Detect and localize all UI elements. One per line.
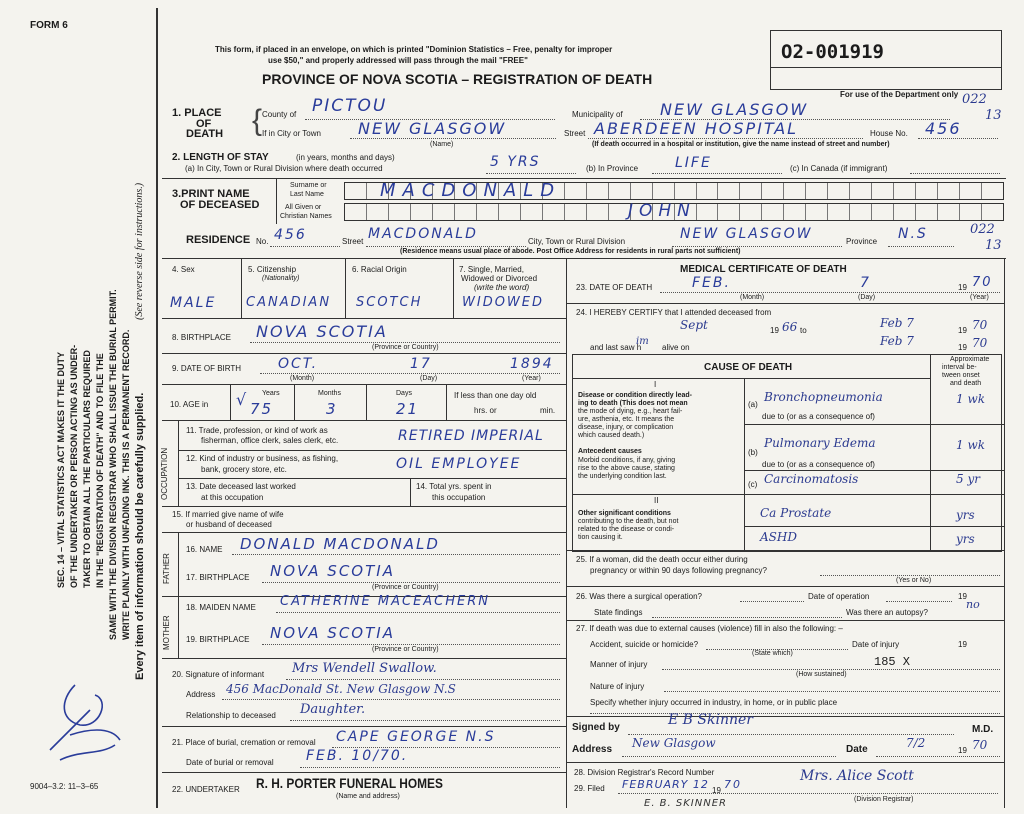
side-note-4: IN THE "REGISTRATION OF DEATH" AND TO FILE THE bbox=[95, 353, 105, 588]
age-days-value: 21 bbox=[396, 400, 420, 418]
residence-label: RESIDENCE bbox=[186, 234, 251, 246]
marital-label-2: Widowed or Divorced bbox=[461, 274, 538, 283]
citizenship-label: 5. Citizenship bbox=[248, 265, 297, 274]
city-value: NEW GLASGOW bbox=[358, 119, 507, 138]
attended-from: Sept bbox=[680, 318, 708, 332]
side-note-8: Every item of information should be carefully supplied. bbox=[134, 392, 146, 680]
print-code: 9004–3.2: 11–3–65 bbox=[30, 782, 99, 791]
alive-year-prefix: 19 bbox=[958, 343, 967, 352]
q25-label-2: pregnancy or within 90 days following pregnancy? bbox=[590, 566, 767, 575]
mother-bp-value: NOVA SCOTIA bbox=[270, 624, 395, 642]
undertaker-name: R. H. PORTER FUNERAL HOMES bbox=[256, 775, 443, 791]
age-label: 10. AGE in bbox=[170, 400, 209, 409]
name-label-2: OF DECEASED bbox=[180, 199, 260, 211]
envelope-note-1: This form, if placed in an envelope, on which is printed "Dominion Statistics – Free, penalty for improper bbox=[215, 45, 613, 54]
interval-header-2: interval be- bbox=[942, 364, 977, 371]
sex-value: MALE bbox=[170, 295, 217, 311]
county-value: PICTOU bbox=[312, 96, 388, 116]
death-year-caption: (Year) bbox=[970, 294, 989, 301]
dept-code-1a: 022 bbox=[962, 92, 987, 107]
informant-addr-value: 456 MacDonald St. New Glasgow N.S bbox=[226, 682, 456, 696]
direct-2: ing to death (This does not mean bbox=[578, 400, 688, 407]
surname-value: MACDONALD bbox=[380, 180, 562, 201]
antecedent-2: Morbid conditions, if any, giving bbox=[578, 457, 676, 464]
envelope-note-2: use $50," and properly addressed will pass through the mail "FREE" bbox=[268, 56, 528, 65]
marital-label-1: 7. Single, Married, bbox=[459, 265, 524, 274]
citizenship-value: CANADIAN bbox=[246, 295, 332, 310]
birthplace-caption: (Province or Country) bbox=[372, 344, 439, 351]
death-year-prefix: 19 bbox=[958, 283, 967, 292]
side-note-3: TAKER TO OBTAIN ALL THE PARTICULARS REQUIRED bbox=[82, 350, 92, 588]
date-of-death-label: 23. DATE OF DEATH bbox=[576, 283, 653, 292]
surname-label-1: Surname or bbox=[290, 182, 327, 189]
signature-mark-icon bbox=[40, 680, 130, 770]
injury-date-label: Date of injury bbox=[852, 640, 900, 649]
injury-year-prefix: 19 bbox=[958, 640, 967, 649]
occupation-side-label: OCCUPATION bbox=[160, 447, 169, 500]
citizenship-caption: (Nationality) bbox=[262, 275, 300, 282]
dob-label: 9. DATE OF BIRTH bbox=[172, 364, 242, 373]
racial-label: 6. Racial Origin bbox=[352, 265, 407, 274]
municipality-value: NEW GLASGOW bbox=[660, 100, 809, 119]
death-month-caption: (Month) bbox=[740, 294, 765, 301]
stay-a-value: 5 YRS bbox=[490, 154, 541, 170]
other-1: Other significant conditions bbox=[578, 510, 671, 517]
cause-c-value: Carcinomatosis bbox=[764, 472, 859, 486]
name-label-1: 3.PRINT NAME bbox=[172, 188, 250, 200]
physician-year: 70 bbox=[972, 738, 988, 752]
attended-to-year: 70 bbox=[972, 318, 988, 332]
filed-label: 29. Filed bbox=[574, 784, 605, 793]
interval-a: 1 wk bbox=[956, 392, 985, 406]
direct-5: disease, injury, or complication bbox=[578, 424, 674, 431]
part-ii: II bbox=[654, 496, 659, 505]
house-label: House No. bbox=[870, 129, 908, 138]
undertaker-label: 22. UNDERTAKER bbox=[172, 785, 240, 794]
death-year: 70 bbox=[972, 275, 993, 290]
spouse-label-2: or husband of deceased bbox=[186, 520, 272, 529]
other-2: contributing to the death, but not bbox=[578, 518, 679, 525]
residence-street-value: MACDONALD bbox=[368, 226, 478, 242]
age-years-value: 75 bbox=[250, 400, 274, 418]
nature-label: Nature of injury bbox=[590, 682, 645, 691]
county-label: County of bbox=[262, 110, 297, 119]
specify-label: Specify whether injury occurred in industry, in home, or in public place bbox=[590, 698, 838, 707]
sex-label: 4. Sex bbox=[172, 265, 195, 274]
surname-label-2: Last Name bbox=[290, 191, 324, 198]
industry-label-2: bank, grocery store, etc. bbox=[201, 465, 287, 474]
burial-place-value: CAPE GEORGE N.S bbox=[336, 729, 496, 745]
father-bp-value: NOVA SCOTIA bbox=[270, 562, 395, 580]
physician-signature: E B Skinner bbox=[668, 712, 753, 728]
operation-date-label: Date of operation bbox=[808, 592, 870, 601]
form-title: PROVINCE OF NOVA SCOTIA – REGISTRATION OF DEATH bbox=[262, 71, 653, 87]
place-label-1: 1. PLACE bbox=[172, 107, 222, 119]
interval-header-3: tween onset bbox=[942, 372, 980, 379]
birthplace-value: NOVA SCOTIA bbox=[256, 322, 388, 341]
place-label-3: DEATH bbox=[186, 128, 224, 140]
given-label-1: All Given or bbox=[285, 204, 322, 211]
mother-maiden-label: 18. MAIDEN NAME bbox=[186, 603, 256, 612]
antecedent-4: the underlying condition last. bbox=[578, 473, 667, 480]
age-days-caption: Days bbox=[396, 390, 412, 397]
q27-label: 27. If death was due to external causes (violence) fill in also the following: – bbox=[576, 624, 843, 633]
residence-division-label: City, Town or Rural Division bbox=[528, 237, 626, 246]
side-note-1: SEC. 14 – VITAL STATISTICS ACT MAKES IT THE DUTY bbox=[56, 351, 66, 588]
undertaker-caption: (Name and address) bbox=[336, 793, 400, 800]
physician-date-label: Date bbox=[846, 744, 868, 755]
cause-a-label: (a) bbox=[748, 400, 758, 409]
hrs-label: hrs. or bbox=[474, 406, 497, 415]
min-label: min. bbox=[540, 406, 556, 415]
residence-province-label: Province bbox=[846, 237, 878, 246]
residence-note: (Residence means usual place of abode. Post Office Address for residents in rural parts not sufficient) bbox=[400, 248, 741, 255]
attended-to-year-prefix: 19 bbox=[958, 326, 967, 335]
physician-stamp: E. B. SKINNER bbox=[644, 798, 727, 809]
hospital-note: (If death occurred in a hospital or institution, give the name instead of street and number) bbox=[592, 141, 890, 148]
manner-label: Manner of injury bbox=[590, 660, 648, 669]
death-month: FEB. bbox=[692, 275, 731, 291]
alive-year: 70 bbox=[972, 336, 988, 350]
dept-code-1b: 13 bbox=[985, 108, 1002, 123]
accident-label: Accident, suicide or homicide? bbox=[590, 640, 699, 649]
side-note-7: (See reverse side for instructions.) bbox=[134, 182, 145, 320]
last-saw-label: and last saw h bbox=[590, 343, 642, 352]
residence-province-value: N.S bbox=[898, 226, 928, 242]
dept-code-2a: 022 bbox=[970, 222, 995, 237]
attended-from-year-prefix: 19 bbox=[770, 326, 779, 335]
age-months-value: 3 bbox=[326, 400, 338, 418]
autopsy-value: no bbox=[966, 598, 980, 611]
stay-label: 2. LENGTH OF STAY bbox=[172, 152, 269, 163]
yes-no-caption: (Yes or No) bbox=[896, 577, 932, 584]
alive-on-value: Feb 7 bbox=[880, 334, 914, 348]
other-condition-b: ASHD bbox=[760, 530, 797, 544]
due-to-1: due to (or as a consequence of) bbox=[762, 412, 875, 421]
birthplace-label: 8. BIRTHPLACE bbox=[172, 333, 231, 342]
filed-year-prefix: 19 bbox=[712, 786, 721, 795]
side-note-6: WRITE PLAINLY WITH UNFADING INK. THIS IS A PERMANENT RECORD. bbox=[121, 329, 131, 640]
father-name-label: 16. NAME bbox=[186, 545, 223, 554]
dept-code-2b: 13 bbox=[985, 238, 1002, 253]
stay-b-label: (b) In Province bbox=[586, 164, 639, 173]
marital-value: WIDOWED bbox=[462, 295, 545, 310]
residence-no-value: 456 bbox=[274, 227, 307, 243]
trade-label-2: fisherman, office clerk, sales clerk, etc. bbox=[201, 436, 339, 445]
registrar-signature: Mrs. Alice Scott bbox=[800, 768, 914, 784]
house-value: 456 bbox=[925, 119, 962, 138]
death-day-caption: (Day) bbox=[858, 294, 876, 301]
spouse-label-1: 15. If married give name of wife bbox=[172, 510, 284, 519]
q25-label-1: 25. If a woman, did the death occur either during bbox=[576, 555, 748, 564]
residence-division-value: NEW GLASGOW bbox=[680, 226, 813, 242]
interval-header-4: and death bbox=[950, 380, 982, 387]
direct-3: the mode of dying, e.g., heart fail- bbox=[578, 408, 683, 415]
part-i: I bbox=[654, 380, 657, 389]
informant-sig-label: 20. Signature of informant bbox=[172, 670, 265, 679]
state-which-caption: (State which) bbox=[752, 650, 793, 657]
cause-a-value: Bronchopneumonia bbox=[764, 390, 883, 404]
physician-date: 7/2 bbox=[906, 736, 926, 750]
burial-date-value: FEB. 10/70. bbox=[306, 748, 409, 764]
dob-year-caption: (Year) bbox=[522, 375, 541, 382]
md-label: M.D. bbox=[972, 724, 994, 735]
total-years-label-1: 14. Total yrs. spent in bbox=[416, 482, 492, 491]
informant-rel-label: Relationship to deceased bbox=[186, 711, 276, 720]
findings-label: State findings bbox=[594, 608, 643, 617]
manner-value: 185 X bbox=[874, 655, 911, 669]
last-worked-label-2: at this occupation bbox=[201, 493, 264, 502]
total-years-label-2: this occupation bbox=[432, 493, 486, 502]
dob-day: 17 bbox=[410, 356, 432, 372]
informant-rel-value: Daughter. bbox=[300, 702, 366, 717]
age-months-caption: Months bbox=[318, 390, 341, 397]
antecedent-1: Antecedent causes bbox=[578, 448, 642, 455]
given-value: JOHN bbox=[628, 201, 696, 221]
physician-address: New Glasgow bbox=[632, 736, 716, 750]
dob-day-caption: (Day) bbox=[420, 375, 438, 382]
side-note-2: OF THE UNDERTAKER OR PERSON ACTING AS UNDER- bbox=[69, 344, 79, 588]
stay-b-value: LIFE bbox=[675, 155, 712, 171]
death-registration-form: FORM 6 SEC. 14 – VITAL STATISTICS ACT MAKES IT THE DUTY OF THE UNDERTAKER OR PERSON ACTING AS UNDER- TAKER TO OBTAIN ALL THE PARTICULARS REQUIRED IN THE "REGISTRATION OF DEATH" AND TO FILE THE SAME WITH THE DIVISION REGISTRAR WHO SHALL ISSUE THE BURIAL PERMIT. WRITE PLAINLY WITH UNFADING INK. THIS IS A PERMANENT RECORD. (See reverse side for instructions.) Every item of information should be carefully supplied. 9004–3.2: 11–3–65 This form, if placed in an envelope, on which is printed "Dominion Statistics – Free, penalty for improper use $50," and properly addressed will pass through the mail "FREE" PROVINCE OF NOVA SCOTIA – REGISTRATION OF DEATH O2-001919 For use of the Department only 022 13 1. PLACE OF DEATH { County of PICTOU Municipality of NEW GLASGOW If in City or Town NEW GLASGOW (Name) Street ABERDEEN HOSPITAL House No. 456 (If death occurred in a hospital or institution, give the name instead of street and number) 2. LENGTH OF STAY (in years, months and days) (a) In City, Town or Rural Division where death occurred 5 YRS (b) In Province LIFE (c) In Canada (if immigrant) 3.PRINT NAME OF DECEASED Surname or Last Name All Given or Christian Names MACDONALD JOHN RESIDENCE No. 456 Street MACDONALD City, Town or Rural Division NEW GLASGOW Province N.S 022 13 (Residence means usual place of abode. Post Office Address for residents in rural parts not sufficient) 4. Sex MALE 5. Citizenship (Nationality) CANADIAN 6. Racial Origin SCOTCH 7. Single, Married, Widowed or Divorced (write the word) WIDOWED 8. BIRTHPLACE NOVA SCOTIA (Province or Country) 9. DATE OF BIRTH OCT. 17 1894 (Month) (Day) (Year) 10. AGE in Years Months Days √ 75 3 21 If less than one day old hrs. or min. OCCUPATION 11. Trade, profession, or kind of work as fisherman, office clerk, sales clerk, etc. RETIRED IMPERIAL 12. Kind of industry or business, as fishing, bank, grocery store, etc. OIL EMPLOYEE 13. Date deceased last worked at this occupation 14. Total yrs. spent in this occupation 15. If married give name of wife or husband of deceased FATHER 16. NAME DONALD MACDONALD 17. BIRTHPLACE NOVA SCOTIA (Province or Country) MOTHER 18. MAIDEN NAME CATHERINE MACEACHERN 19. BIRTHPLACE NOVA SCOTIA (Province or Country) 20. Signature of informant Mrs Wendell Swallow. Address 456 MacDonald St. New Glasgow N.S Relationship to deceased Daughter. 21. Place of burial, cremation or removal CAPE GEORGE N.S Date of burial or removal FEB. 10/70. 22. UNDERTAKER R. H. PORTER FUNERAL HOMES (Name and address) MEDICAL CERTIFICATE OF DEATH 23. DATE OF DEATH FEB. 7 19 70 (Month) (Day) (Year) 24. I HEREBY CERTIFY that I attended deceased from Sept 19 66 to Feb 7 19 70 and last saw h im alive on Feb 7 19 70 CAUSE OF DEATH Approximate interval be- tween onset and death I Disease or condition directly lead- ing to death (This does not mean the mode of dying, e.g., heart fail- ure, asthenia, etc. It means the disease, injury, or complication which caused death.) Antecedent causes Morbid conditions, if any, giving rise to the above cause, stating the underlying condition last. II Other significant conditions contributing to the death, but not related to the disease or condi- tion causing it. (a) Bronchopneumonia 1 wk due to (or as a consequence of) (b) Pulmonary Edema 1 wk due to (or as a consequence of) (c) Carcinomatosis 5 yr Ca Prostate yrs ASHD yrs 25. If a woman, did the death occur either during pregnancy or within 90 days following pregnancy? (Yes or No) 26. Was there a surgical operation? Date of operation 19 State findings Was there an autopsy? no 27. If death was due to external causes (violence) fill in also the following: – Accident, suicide or homicide? (State which) Date of injury 19 Manner of injury 185 X (How sustained) Nature of injury Specify whether injury occurred in industry, in home, or in public place Signed by E B Skinner M.D. Address New Glasgow Date 7/2 19 70 28. Division Registrar's Record Number 29. Filed FEBRUARY 12 19 70 Mrs. Alice Scott (Division Registrar) E. B. SKINNER bbox=[0, 0, 1024, 814]
filed-year: 70 bbox=[724, 778, 742, 791]
trade-value: RETIRED IMPERIAL bbox=[398, 428, 544, 444]
residence-street-label: Street bbox=[342, 237, 364, 246]
other-3: related to the disease or condi- bbox=[578, 526, 675, 533]
mother-side-label: MOTHER bbox=[162, 615, 171, 650]
street-value: ABERDEEN HOSPITAL bbox=[594, 119, 799, 138]
death-day: 7 bbox=[860, 275, 871, 291]
interval-c: 5 yr bbox=[956, 472, 980, 486]
mother-bp-caption: (Province or Country) bbox=[372, 646, 439, 653]
last-saw-suffix: im bbox=[636, 336, 649, 347]
father-side-label: FATHER bbox=[162, 553, 171, 584]
cause-b-label: (b) bbox=[748, 448, 758, 457]
due-to-2: due to (or as a consequence of) bbox=[762, 460, 875, 469]
side-note-5: SAME WITH THE DIVISION REGISTRAR WHO SHALL ISSUE THE BURIAL PERMIT. bbox=[108, 289, 118, 640]
informant-addr-label: Address bbox=[186, 690, 216, 699]
other-interval-2: yrs bbox=[956, 532, 975, 546]
mother-maiden-value: CATHERINE MACEACHERN bbox=[280, 594, 491, 609]
registrar-caption: (Division Registrar) bbox=[854, 796, 914, 803]
street-label: Street bbox=[564, 129, 586, 138]
filed-date: FEBRUARY 12 bbox=[622, 778, 709, 791]
margin-rule bbox=[156, 8, 158, 808]
signed-by-label: Signed by bbox=[572, 722, 620, 733]
industry-label-1: 12. Kind of industry or business, as fishing, bbox=[186, 454, 339, 463]
direct-4: ure, asthenia, etc. It means the bbox=[578, 416, 675, 423]
form-number: FORM 6 bbox=[30, 20, 68, 31]
father-bp-label: 17. BIRTHPLACE bbox=[186, 573, 250, 582]
given-label-2: Christian Names bbox=[280, 213, 332, 220]
q26-label: 26. Was there a surgical operation? bbox=[576, 592, 702, 601]
less-than-day-label: If less than one day old bbox=[454, 391, 537, 400]
physician-year-prefix: 19 bbox=[958, 746, 967, 755]
dob-month: OCT. bbox=[278, 356, 319, 372]
last-worked-label-1: 13. Date deceased last worked bbox=[186, 482, 296, 491]
interval-b: 1 wk bbox=[956, 438, 985, 452]
how-sustained-caption: (How sustained) bbox=[796, 671, 847, 678]
stay-c-label: (c) In Canada (if immigrant) bbox=[790, 164, 888, 173]
burial-place-label: 21. Place of burial, cremation or removal bbox=[172, 738, 316, 747]
cause-title: CAUSE OF DEATH bbox=[704, 362, 793, 373]
alive-on-label: alive on bbox=[662, 343, 690, 352]
father-bp-caption: (Province or Country) bbox=[372, 584, 439, 591]
attended-to: Feb 7 bbox=[880, 316, 914, 330]
reg-number-box bbox=[770, 30, 1002, 90]
mother-bp-label: 19. BIRTHPLACE bbox=[186, 635, 250, 644]
father-name-value: DONALD MACDONALD bbox=[240, 535, 440, 553]
marital-label-3: (write the word) bbox=[474, 283, 530, 292]
operation-year-prefix: 19 bbox=[958, 592, 967, 601]
place-label-2: OF bbox=[196, 118, 212, 130]
age-years-caption: Years bbox=[262, 390, 280, 397]
other-interval-1: yrs bbox=[956, 508, 975, 522]
record-number-label: 28. Division Registrar's Record Number bbox=[574, 768, 715, 777]
physician-address-label: Address bbox=[572, 744, 613, 755]
direct-1: Disease or condition directly lead- bbox=[578, 392, 692, 399]
reg-number: O2-001919 bbox=[781, 41, 884, 63]
cause-b-value: Pulmonary Edema bbox=[764, 436, 876, 450]
other-4: tion causing it. bbox=[578, 534, 623, 541]
city-label: If in City or Town bbox=[262, 129, 321, 138]
trade-label-1: 11. Trade, profession, or kind of work as bbox=[186, 426, 328, 435]
racial-value: SCOTCH bbox=[356, 295, 423, 310]
residence-no-label: No. bbox=[256, 237, 269, 246]
burial-date-label: Date of burial or removal bbox=[186, 758, 274, 767]
certify-label: 24. I HEREBY CERTIFY that I attended deceased from bbox=[576, 308, 772, 317]
stay-a-label: (a) In City, Town or Rural Division where death occurred bbox=[185, 164, 383, 173]
dob-year: 1894 bbox=[510, 356, 554, 372]
industry-value: OIL EMPLOYEE bbox=[396, 456, 522, 472]
other-condition-a: Ca Prostate bbox=[760, 506, 832, 520]
antecedent-3: rise to the above cause, stating bbox=[578, 465, 675, 472]
city-name-caption: (Name) bbox=[430, 141, 454, 148]
attended-to-label: to bbox=[800, 326, 807, 335]
attended-from-year: 66 bbox=[782, 320, 798, 334]
cause-c-label: (c) bbox=[748, 480, 758, 489]
medical-title: MEDICAL CERTIFICATE OF DEATH bbox=[680, 264, 847, 275]
dob-month-caption: (Month) bbox=[290, 375, 315, 382]
autopsy-label: Was there an autopsy? bbox=[846, 608, 928, 617]
municipality-label: Municipality of bbox=[572, 110, 623, 119]
direct-6: which caused death.) bbox=[578, 432, 645, 439]
stay-caption: (in years, months and days) bbox=[296, 153, 395, 162]
informant-signature: Mrs Wendell Swallow. bbox=[292, 661, 437, 676]
interval-header-1: Approximate bbox=[950, 356, 990, 363]
dept-note: For use of the Department only bbox=[840, 90, 959, 99]
